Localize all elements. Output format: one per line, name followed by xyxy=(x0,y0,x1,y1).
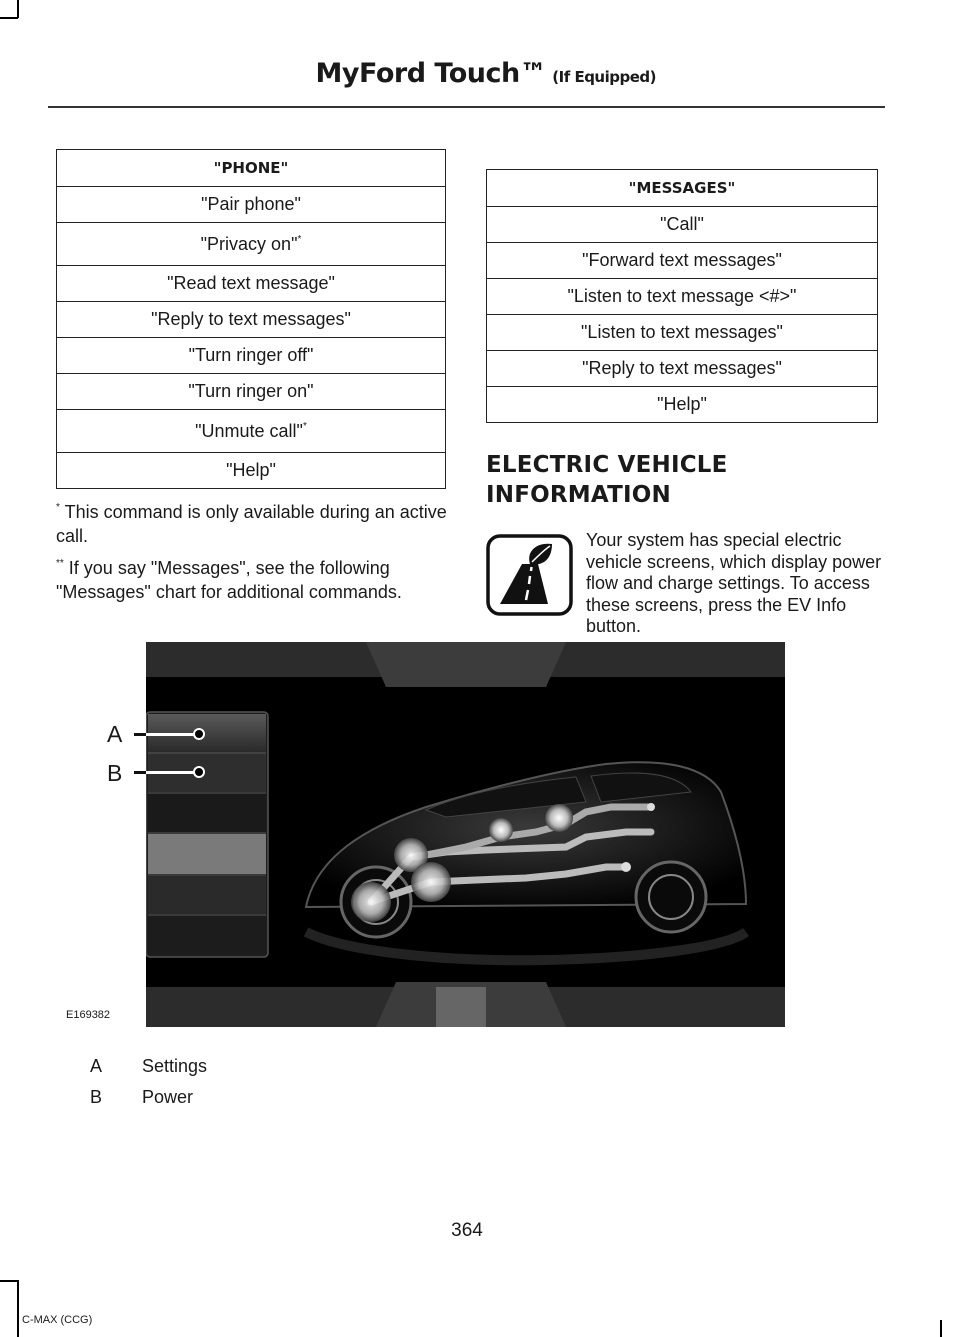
footnote-mark: * xyxy=(56,502,60,513)
footnote-text: This command is only available during an active call. xyxy=(56,502,447,546)
phone-command: "Privacy on"* xyxy=(57,223,446,266)
messages-command: "Reply to text messages" xyxy=(487,351,878,387)
callout-line xyxy=(146,771,194,774)
phone-command: "Turn ringer off" xyxy=(57,338,446,374)
messages-command: "Help" xyxy=(487,387,878,423)
ev-screen-illustration xyxy=(146,642,785,1027)
phone-command: "Read text message" xyxy=(57,266,446,302)
messages-command: "Forward text messages" xyxy=(487,243,878,279)
page-number: 364 xyxy=(451,1220,483,1241)
callout-letter-a: A xyxy=(107,721,123,747)
messages-command: "Listen to text message <#>" xyxy=(487,279,878,315)
footnote-mark: * xyxy=(297,233,302,245)
section-heading: ELECTRIC VEHICLE INFORMATION xyxy=(486,452,728,508)
messages-command: "Listen to text messages" xyxy=(487,315,878,351)
footer-model: C-MAX (CCG) xyxy=(22,1314,93,1326)
page-header-title xyxy=(316,58,656,89)
legend-value: Settings xyxy=(142,1056,208,1076)
ev-leaf-road-icon xyxy=(486,534,573,616)
header-divider xyxy=(48,106,885,108)
crop-mark xyxy=(17,0,19,18)
callout-line xyxy=(134,771,146,774)
legend-value: Power xyxy=(142,1087,194,1107)
footnote-text: If you say "Messages", see the following "Messages" chart for additional commands. xyxy=(56,558,402,602)
callout-line xyxy=(146,733,194,736)
ev-section-body: Your system has special electric vehicle screens, which display power flow and charge settings. To access these screens, press the EV Info button. xyxy=(586,530,882,636)
messages-commands-table xyxy=(486,169,878,423)
footnote-mark: ** xyxy=(56,558,64,569)
callout-letter-b: B xyxy=(107,760,123,786)
phone-command: "Pair phone" xyxy=(57,187,446,223)
phone-command: "Unmute call"* xyxy=(57,410,446,453)
figure-code: E169382 xyxy=(66,1009,111,1021)
messages-table-heading: "MESSAGES" xyxy=(487,170,878,207)
callout-dot xyxy=(193,728,205,740)
crop-mark xyxy=(940,1320,942,1337)
callout-line xyxy=(134,733,146,736)
messages-command: "Call" xyxy=(487,207,878,243)
crop-mark xyxy=(0,1280,18,1282)
phone-table-heading: "PHONE" xyxy=(57,150,446,187)
legend-key: B xyxy=(90,1087,103,1107)
phone-command: "Reply to text messages" xyxy=(57,302,446,338)
header-subtitle: (If Equipped) xyxy=(552,68,656,86)
phone-commands-table xyxy=(56,149,446,489)
footnote-2 xyxy=(56,556,448,604)
footnote-mark: * xyxy=(302,420,307,432)
header-title-text: MyFord Touch™ xyxy=(315,58,547,89)
crop-mark xyxy=(0,17,18,19)
phone-command: "Turn ringer on" xyxy=(57,374,446,410)
callout-dot xyxy=(193,766,205,778)
legend-key: A xyxy=(90,1056,103,1076)
crop-mark xyxy=(17,1280,19,1337)
footnote-1 xyxy=(56,500,448,548)
phone-command: "Help" xyxy=(57,453,446,489)
